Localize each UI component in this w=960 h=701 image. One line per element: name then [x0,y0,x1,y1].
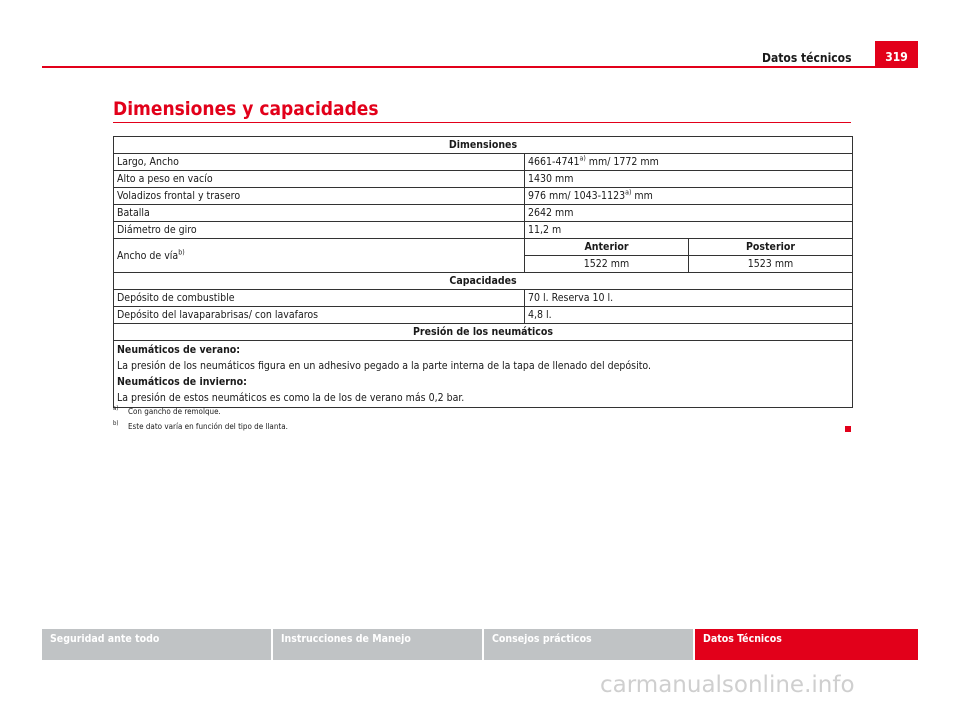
table-row [114,205,853,222]
summer-tyres-title: Neumáticos de verano: [117,344,241,356]
winter-tyres-text: La presión de estos neumáticos es como la de los de verano más 0,2 bar. [117,392,465,404]
row-label: Voladizos frontal y trasero [114,188,525,205]
row-label: Depósito de combustible [114,290,525,307]
row-label: Alto a peso en vacío [114,171,525,188]
row-value: 976 mm/ 1043-1123$^{a)}$ mm [525,188,853,205]
table-row [114,273,853,290]
table-row [114,341,853,408]
track-front-header: Anterior [525,239,689,256]
page-number: 319 [875,41,918,68]
row-value: 4,8 l. [525,307,853,324]
capacities-header: Capacidades [114,273,853,290]
winter-tyres-title: Neumáticos de invierno: [117,376,247,388]
header-rule [42,66,918,68]
row-value: 1430 mm [525,171,853,188]
summer-tyres-text: La presión de los neumáticos figura en un adhesivo pegado a la parte interna de la tapa de llenado del depósito. [117,360,652,372]
row-value: 4661-4741$^{a)}$ mm/ 1772 mm [525,154,853,171]
nav-tab-consejos[interactable]: Consejos prácticos [484,629,693,660]
table-row [114,137,853,154]
table-row [114,239,853,256]
row-label: Batalla [114,205,525,222]
row-label: Largo, Ancho [114,154,525,171]
watermark: carmanualsonline.info [600,672,855,698]
footnote [113,407,288,416]
footnote-mark: a) [113,405,119,412]
track-label: Ancho de vía$^{b)}$ [114,239,525,273]
table-row [114,171,853,188]
end-of-section-icon [845,426,851,432]
nav-tab-seguridad[interactable]: Seguridad ante todo [42,629,271,660]
table-row [114,222,853,239]
dimensions-header: Dimensiones [114,137,853,154]
footnote [113,422,288,431]
page-title: Dimensiones y capacidades [113,98,379,120]
footnote-ref: a) [625,188,632,197]
title-rule [113,122,851,123]
row-value: 70 l. Reserva 10 l. [525,290,853,307]
table-row [114,307,853,324]
spec-table [113,136,853,408]
section-title: Datos técnicos [762,51,852,65]
chapter-nav [42,629,918,660]
row-value: 11,2 m [525,222,853,239]
track-rear-value: 1523 mm [689,256,853,273]
footnote-ref: a) [579,154,586,163]
row-value: 2642 mm [525,205,853,222]
footnotes [113,407,288,437]
nav-tab-datos-tecnicos[interactable]: Datos Técnicos [695,629,918,660]
table-row [114,324,853,341]
footnote-text: Este dato varía en función del tipo de llanta. [128,422,288,431]
track-rear-header: Posterior [689,239,853,256]
row-label: Depósito del lavaparabrisas/ con lavafaros [114,307,525,324]
table-row [114,188,853,205]
row-label: Diámetro de giro [114,222,525,239]
footnote-ref: b) [178,248,185,256]
footnote-text: Con gancho de remolque. [128,407,221,416]
tyre-pressure-info [114,341,853,408]
track-front-value: 1522 mm [525,256,689,273]
table-row [114,290,853,307]
footnote-mark: b) [113,420,119,427]
table-row [114,154,853,171]
nav-tab-instrucciones[interactable]: Instrucciones de Manejo [273,629,482,660]
tyre-pressure-header: Presión de los neumáticos [114,324,853,341]
